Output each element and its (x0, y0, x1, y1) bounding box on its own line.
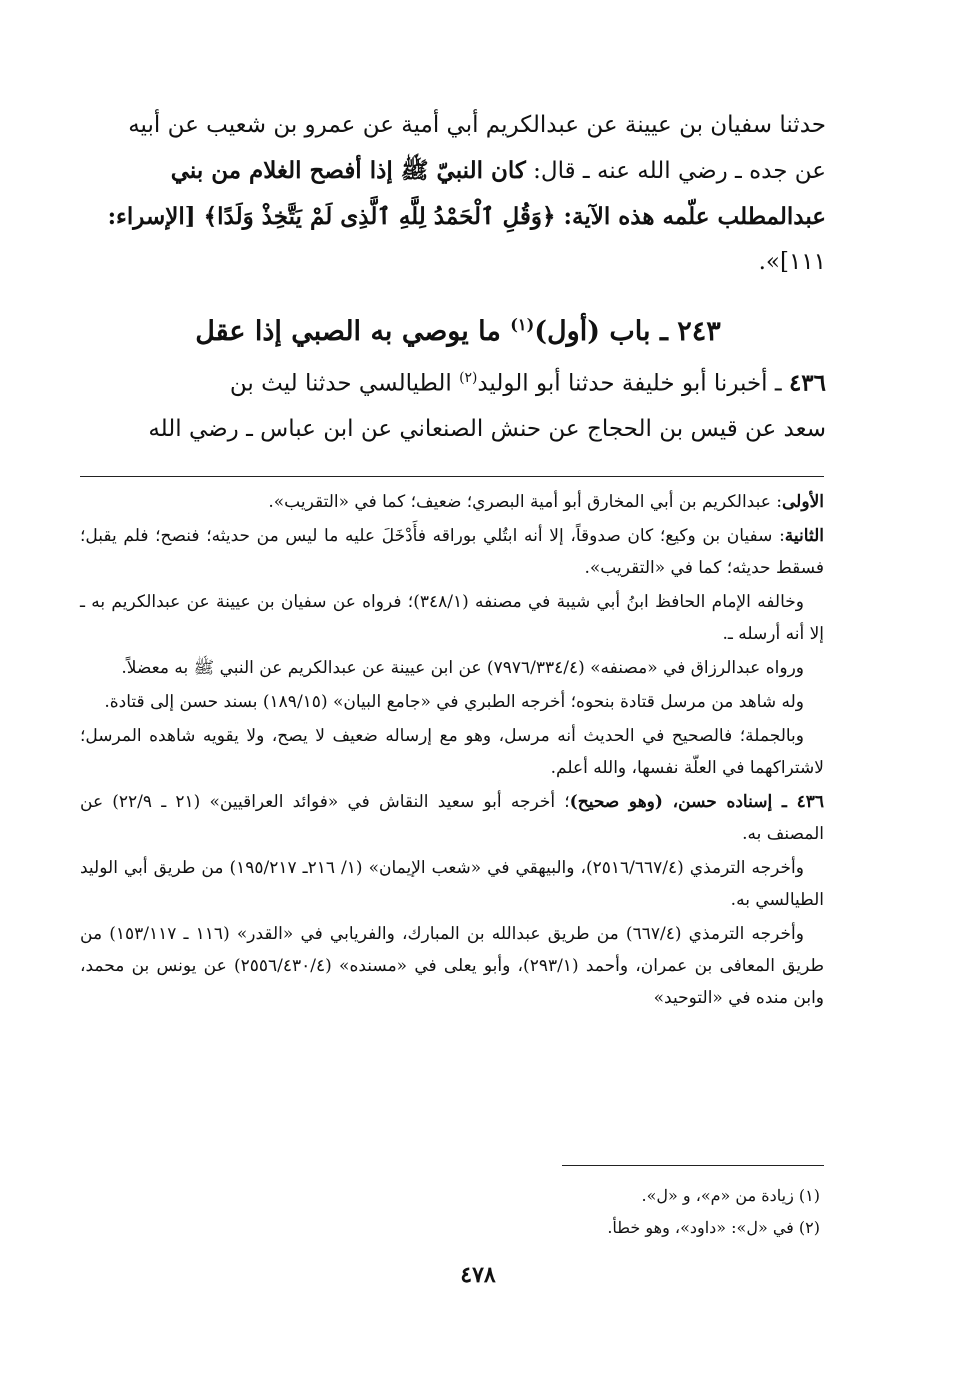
note-2 (80, 520, 824, 584)
note-3: وخالفه الإمام الحافظ ابنُ أبي شيبة في مصنفه (٣٤٨/١)؛ فرواه عن سفيان بن عيينة عن عبدالكريم به ـ إلا أنه أرسله ـ. (80, 592, 824, 644)
footnotes (120, 1180, 820, 1244)
hadith-436-line-2: سعد عن قيس بن الحجاج عن حنش الصنعاني عن ابن عباس ـ رضي الله (148, 415, 826, 442)
footnote-1: (١) زيادة من «م»، و «ل». (641, 1186, 820, 1205)
main-line-1: حدثنا سفيان بن عيينة عن عبدالكريم أبي أمية عن عمرو بن شعيب عن أبيه (128, 112, 826, 138)
main-line-2-normal: عن جده ـ رضي الله عنه ـ قال: (525, 158, 826, 184)
hadith-436 (80, 356, 826, 452)
note-2-text: : سفيان بن وكيع؛ كان صدوقاً، إلا أنه ابتُلي بوراقه فأَدْخَلَ عليه ما ليس من حديثه؛ فنصح؛ فلم يقبل؛ فسقط حديثه؛ كما في «التقريب». (80, 526, 824, 578)
main-line-3 (80, 194, 826, 240)
hadith-436-text-b: الطيالسي حدثنا ليث بن (229, 370, 460, 397)
note-1 (80, 486, 824, 518)
notes-divider (80, 476, 824, 477)
note-6: وبالجملة؛ فالصحيح في الحديث أنه مرسل، وهو مع إرساله ضعيف لا يصح، ولا يقويه شاهده المرسل؛ لاشتراكهما في العلّة نفسها، والله أعلم. (80, 726, 824, 778)
note-1-label: الأولى (782, 492, 824, 512)
hadith-text-bold-2: عبدالمطلب علّمه هذه الآية: (555, 203, 826, 230)
page-number: ٤٧٨ (460, 1262, 496, 1288)
quran-verse: ﴿وَقُلِ ٱلْحَمْدُ لِلَّهِ ٱلَّذِى لَمْ يَتَّخِذْ وَلَدًا﴾ (203, 203, 556, 230)
note-5: وله شاهد من مرسل قتادة بنحوه؛ أخرجه الطبري في «جامع البيان» (١٨٩/١٥) بسند حسن إلى قتادة. (104, 692, 804, 712)
main-text (80, 103, 826, 285)
note-1-text: : عبدالكريم بن أبي المخارق أبو أمية البصري؛ ضعيف؛ كما في «التقريب». (268, 492, 783, 512)
commentary-notes (80, 486, 824, 1016)
heading-part-b: ما يوصي به الصبي إذا عقل (195, 316, 511, 347)
heading-footnote-mark: (١) (510, 315, 535, 334)
note-2-label: الثانية (784, 526, 824, 546)
verse-reference: [الإسراء: (107, 203, 204, 230)
chapter-heading (150, 300, 766, 357)
main-line-4: ١١١]». (758, 249, 826, 275)
note-4: ورواه عبدالرزاق في «مصنفه» (٧٩٧٦/٣٣٤/٤) عن ابن عيينة عن عبدالكريم عن النبي ﷺ به معضلاً. (121, 658, 804, 678)
main-line-2 (80, 148, 826, 194)
hadith-number: ٤٣٦ (788, 369, 826, 397)
footnote-2: (٢) في «ل»: «داود»، وهو خطأ. (607, 1218, 820, 1237)
note-7-label: ٤٣٦ ـ إسناده حسن، (وهو صحيح) (569, 792, 824, 812)
note-7-text: ؛ أخرجه أبو سعيد النقاش في «فوائد العراقيين» (٢١ ـ ٢٢/٩) عن المصنف به. (80, 792, 824, 844)
note-9: وأخرجه الترمذي (٦٦٧/٤) من طريق عبدالله بن المبارك، والفريابي في «القدر» (١١٦ ـ ١٥٣/١١٧) من طريق المعافى بن عمران، وأحمد (٢٩٣/١)، وأبو يعلى في «مسنده» (٢٥٥٦/٤٣٠/٤) عن يونس بن محمد، وابن منده في «التوحيد» (80, 924, 824, 1008)
hadith-text-bold: كان النبيّ ﷺ إذا أفصح الغلام من بني (170, 157, 526, 184)
footnote-mark-2: (٢) (459, 370, 478, 386)
footnote-divider (562, 1165, 824, 1166)
note-8: وأخرجه الترمذي (٢٥١٦/٦٦٧/٤)، والبيهقي في «شعب الإيمان» (١/ ٢١٦ـ ١٩٥/٢١٧) من طريق أبي الوليد الطيالسي به. (80, 858, 824, 910)
hadith-436-line-1 (80, 356, 826, 407)
heading-part-a: ٢٤٣ ـ باب (أول) (534, 316, 721, 347)
hadith-436-text-a: ـ أخبرنا أبو خليفة حدثنا أبو الوليد (477, 370, 789, 397)
note-7 (80, 786, 824, 850)
